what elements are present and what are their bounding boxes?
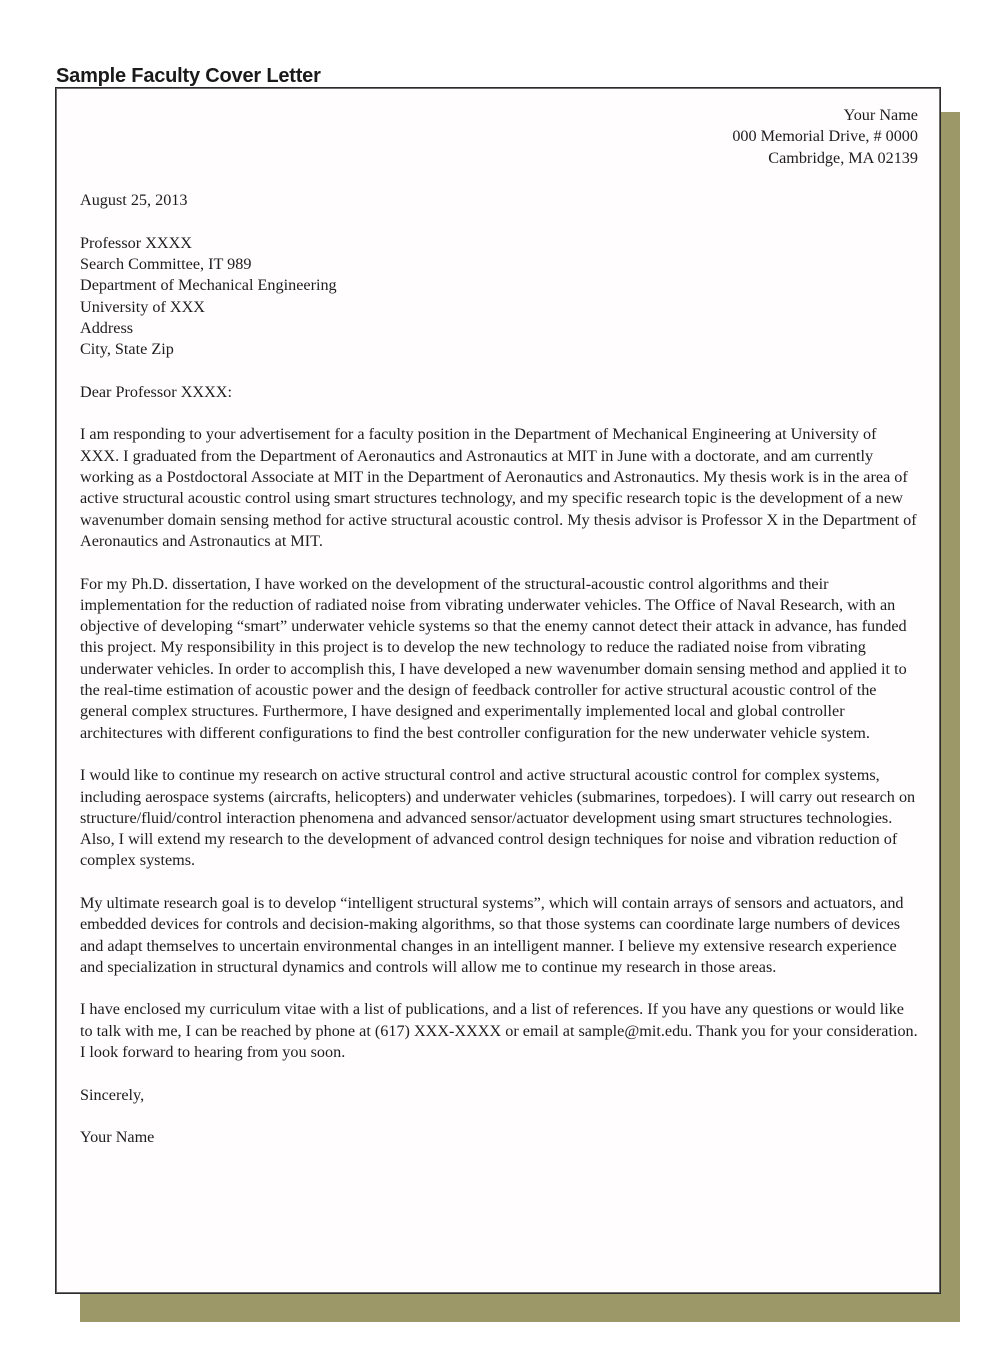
recipient-line-5: Address [80,318,134,337]
recipient-line-3: Department of Mechanical Engineering [80,276,337,295]
spacer [80,744,918,765]
body-paragraph: For my Ph.D. dissertation, I have worked on the development of the structural-acoustic control algorithms and their implementation for the reduction of radiated noise from vibrating underwater vehicles. The Office of Naval Research, with an objective of developing “smart” underwater vehicle systems so that the enemy cannot detect their attack in advance, has funded this project. My responsibility in this project is to develop the new technology to reduce the radiated noise from vibrating underwater vehicles. In order to accomplish this, I have developed a new wavenumber domain sensing method and applied it to the real-time estimation of acoustic power and the design of feedback controller for active structural acoustic control of the general complex structures. Furthermore, I have designed and experimentally implemented local and global controller architectures with different configurations to find the best controller configuration for the new underwater vehicle system. [80,574,907,742]
letter-date: August 25, 2013 [80,191,188,210]
signature-name: Your Name [80,1128,155,1147]
body-paragraph: My ultimate research goal is to develop “intelligent structural systems”, which will contain arrays of sensors and actuators, and embedded devices for controls and decision-making algorithms, so that those systems can coordinate large numbers of devices and adapt themselves to uncertain environmental changes in an intelligent manner. I believe my extensive research experience and specialization in structural dynamics and controls will allow me to continue my research in those areas. [80,893,904,976]
spacer [80,1106,918,1127]
spacer [80,552,918,573]
body-paragraph: I would like to continue my research on active structural control and active structural acoustic control for complex systems, including aerospace systems (aircrafts, helicopters) and underwater vehicles (submarines, torpedoes). I will carry out research on structure/fluid/control interaction phenomena and advanced sensor/actuator development using smart structures technologies. Also, I will extend my research to the development of advanced control design techniques for noise and vibration reduction of complex systems. [80,766,916,870]
spacer [80,403,918,424]
sender-city-state-zip: Cambridge, MA 02139 [768,148,918,167]
spacer [80,211,918,232]
body-paragraph: I have enclosed my curriculum vitae with a list of publications, and a list of references. If you have any questions or would like to talk with me, I can be reached by phone at (617) XXX-XXXX or email at sample@mit.edu. Thank you for your consideration. I look forward to hearing from you soon. [80,1000,918,1062]
spacer [80,169,918,190]
letter-sheet [55,87,941,1294]
recipient-line-1: Professor XXXX [80,233,192,252]
salutation: Dear Professor XXXX: [80,382,232,401]
spacer [80,872,918,893]
page-title: Sample Faculty Cover Letter [56,65,321,88]
recipient-address-block [80,233,918,361]
spacer [80,361,918,382]
sender-address-block [80,105,918,169]
recipient-line-4: University of XXX [80,297,205,316]
letter-content [80,105,918,1149]
closing: Sincerely, [80,1085,145,1104]
sender-name: Your Name [843,106,918,124]
body-paragraph: I am responding to your advertisement for a faculty position in the Department of Mechanical Engineering at University of XXX. I graduated from the Department of Aeronautics and Astronautics at MIT in June with a doctorate, and am currently working as a Postdoctoral Associate at MIT in the Department of Aeronautics and Astronautics. My thesis work is in the area of active structural acoustic control using smart structures technology, and my specific research topic is the development of a new wavenumber domain sensing method for active structural acoustic control. My thesis advisor is Professor X in the Department of Aeronautics and Astronautics at MIT. [80,425,917,550]
sender-street: 000 Memorial Drive, # 0000 [732,127,918,146]
recipient-line-6: City, State Zip [80,340,174,359]
spacer [80,978,918,999]
spacer [80,1063,918,1084]
recipient-line-2: Search Committee, IT 989 [80,255,252,274]
